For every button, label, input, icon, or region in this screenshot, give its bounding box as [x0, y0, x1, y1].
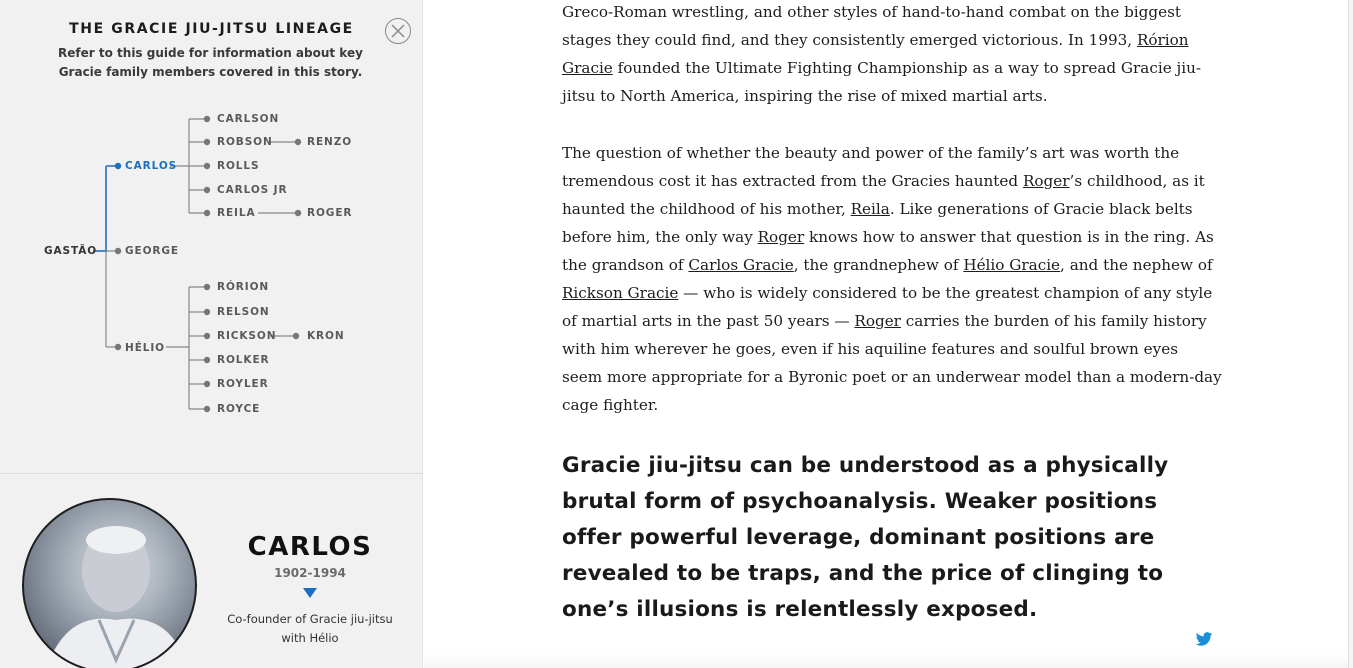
tree-node-roger[interactable]: ROGER: [307, 207, 353, 219]
page-bottom-edge: [424, 653, 1348, 668]
text-run: , and the nephew of: [1060, 256, 1213, 274]
text-run: ’s childhood, as it haunted the childhood of his mother,: [562, 172, 1205, 218]
tree-node-renzo[interactable]: RENZO: [307, 136, 353, 148]
text-run: The question of whether the beauty and power of the family’s art was worth the tremendous cost it has extracted from the Gracies haunted: [562, 144, 1180, 190]
tree-node-reila[interactable]: REILA: [217, 207, 256, 219]
text-run: knows how to answer that question is in the ring. As the grandson of: [562, 228, 1214, 274]
article-paragraph: [562, 0, 1222, 110]
lineage-tree-lines: [0, 0, 423, 470]
tree-node-rickson[interactable]: RICKSON: [217, 330, 277, 342]
text-run: , the grandnephew of: [793, 256, 964, 274]
tree-node-royler[interactable]: ROYLER: [217, 378, 269, 390]
tree-node-helio[interactable]: HÉLIO: [125, 342, 165, 354]
selected-person-years: 1902-1994: [274, 566, 346, 580]
tree-node-relson[interactable]: RELSON: [217, 306, 270, 318]
selected-person-description: Co-founder of Gracie jiu-jitsu with Hélio: [227, 612, 393, 645]
tree-node-rolls[interactable]: ROLLS: [217, 160, 260, 172]
pull-quote: Gracie jiu-jitsu can be understood as a physically brutal form of psychoanalysis. Weaker positions offer powerful leverage, dominant positions are revealed to be traps, and the price of clinging to one’s illusions is relentlessly exposed.: [562, 453, 1169, 622]
page-scrollbar[interactable]: [1348, 0, 1353, 668]
link-reila[interactable]: Reila: [850, 200, 890, 218]
selected-person-name: CARLOS: [247, 532, 373, 562]
down-arrow-icon: [303, 588, 317, 598]
tree-node-robson[interactable]: ROBSON: [217, 136, 273, 148]
tree-node-rorion[interactable]: RÓRION: [217, 281, 270, 293]
text-run: — who is widely considered to be the greatest champion of any style of martial arts in the past 50 years —: [562, 284, 1213, 330]
text-run: carries the burden of his family history with him wherever he goes, even if his aquiline features and soulful brown eyes seem more appropriate for a Byronic poet or an underwear model than a modern-day cage fighter.: [562, 312, 1222, 414]
link-helio-gracie[interactable]: Hélio Gracie: [963, 256, 1061, 274]
text-run: . Like generations of Gracie black belts before him, the only way: [562, 200, 1193, 246]
tree-node-george[interactable]: GEORGE: [125, 245, 179, 257]
sidebar-divider: [0, 473, 423, 474]
article-paragraph: [562, 139, 1222, 419]
text-run: Greco-Roman wrestling, and other styles of hand-to-hand combat on the biggest stages they could find, and they consistently emerged victorious. In 1993,: [562, 3, 1181, 49]
tree-node-carlos-jr[interactable]: CARLOS JR: [217, 184, 288, 196]
link-roger[interactable]: Roger: [757, 228, 805, 246]
link-carlos-gracie[interactable]: Carlos Gracie: [688, 256, 794, 274]
link-roger[interactable]: Roger: [854, 312, 901, 330]
twitter-icon[interactable]: [1195, 630, 1213, 648]
tree-node-royce[interactable]: ROYCE: [217, 403, 261, 415]
tree-node-kron[interactable]: KRON: [307, 330, 345, 342]
tree-node-carlson[interactable]: CARLSON: [217, 113, 280, 125]
link-rorion-gracie[interactable]: Rórion Gracie: [562, 31, 1189, 77]
sidebar-title: THE GRACIE JIU-JITSU LINEAGE: [69, 21, 354, 37]
text-run: founded the Ultimate Fighting Championship as a way to spread Gracie jiu-jitsu to North America, inspiring the rise of mixed martial arts.: [562, 59, 1202, 105]
link-rickson-gracie[interactable]: Rickson Gracie: [562, 284, 679, 302]
tree-node-carlos[interactable]: CARLOS: [125, 160, 178, 172]
portrait-photo: [24, 500, 197, 668]
portrait-image: [22, 498, 197, 668]
link-roger[interactable]: Roger: [1022, 172, 1070, 190]
tree-node-gastao[interactable]: GASTÃO: [44, 245, 98, 257]
tree-node-rolker[interactable]: ROLKER: [217, 354, 270, 366]
lineage-sidebar: [0, 0, 423, 668]
sidebar-subtitle: Refer to this guide for information about key Gracie family members covered in this story.: [58, 46, 363, 79]
